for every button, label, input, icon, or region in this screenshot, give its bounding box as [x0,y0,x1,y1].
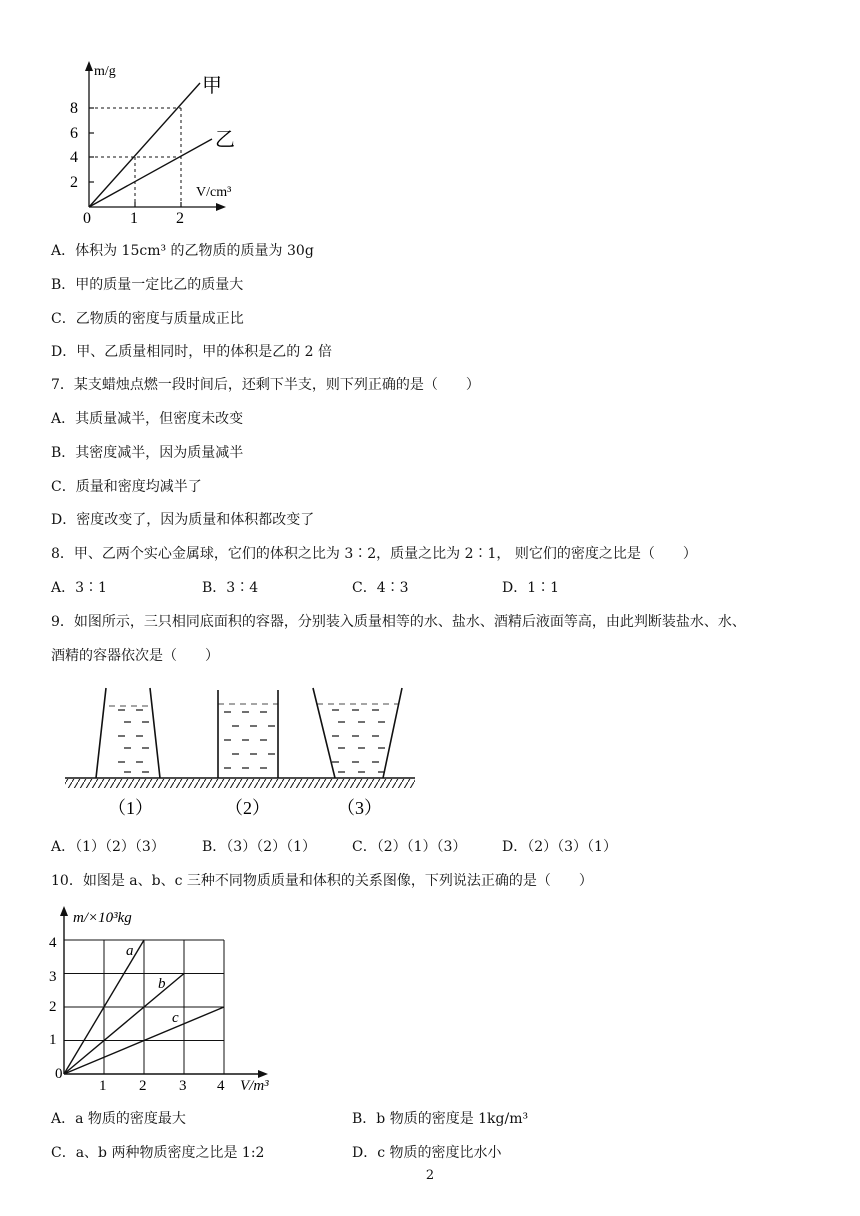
q8-option-d[interactable]: D．1∶1 [502,580,560,596]
series-label-a: a [126,943,134,959]
page-number: 2 [425,1168,435,1183]
q9-option-a[interactable]: A．（1）（2）（3） [51,839,165,855]
x-tick-label: 0 [55,1066,63,1082]
container-3 [313,688,402,778]
series-line-b [64,974,184,1075]
q8-option-c[interactable]: C．4∶3 [352,580,409,596]
container-label-1: （1） [108,798,153,818]
x-tick-label: 1 [130,210,138,225]
x-axis-arrow-icon [216,203,226,211]
q7-option-c[interactable]: C．质量和密度均减半了 [51,479,202,495]
y-tick-label: 8 [70,100,78,117]
abc-graph [40,900,290,1090]
y-tick-label: 4 [49,935,57,951]
x-tick-label: 0 [83,210,91,225]
y-tick-label: 2 [49,999,57,1015]
y-tick-label: 6 [70,125,78,142]
x-tick-label: 4 [217,1078,225,1090]
q10-option-d[interactable]: D．c 物质的密度比水小 [352,1145,502,1161]
q9-stem-line2: 酒精的容器依次是（ ） [51,648,219,664]
y-axis-label: m/×10³kg [73,910,132,926]
q6-option-b[interactable]: B．甲的质量一定比乙的质量大 [51,277,244,293]
containers-figure [60,682,420,822]
y-axis-label: m/g [94,64,116,79]
q8-stem: 8．甲、乙两个实心金属球，它们的体积之比为 3∶2，质量之比为 2∶1， 则它们的密度之比是（ ） [51,546,697,562]
container-1 [96,686,160,778]
q8-option-b[interactable]: B．3∶4 [202,580,259,596]
q9-stem-line1: 9．如图所示，三只相同底面积的容器，分别装入质量相等的水、盐水、酒精后液面等高，由此判断装盐水、水、 [51,614,746,630]
x-tick-label: 3 [179,1078,187,1090]
q6-option-a[interactable]: A．体积为 15cm³ 的乙物质的质量为 30g [51,243,314,259]
x-tick-label: 1 [99,1078,107,1090]
x-tick-label: 2 [176,210,184,225]
q6-option-c[interactable]: C．乙物质的密度与质量成正比 [51,311,244,327]
series-label-b: b [158,976,166,992]
series-label-c: c [172,1010,179,1026]
q10-option-c[interactable]: C．a、b 两种物质密度之比是 1:2 [51,1145,265,1161]
q7-option-b[interactable]: B．其密度减半，因为质量减半 [51,445,244,461]
container-2 [218,690,278,778]
y-tick-label: 2 [70,174,78,191]
q7-option-d[interactable]: D．密度改变了，因为质量和体积都改变了 [51,512,315,528]
q9-option-d[interactable]: D．（2）（3）（1） [502,839,617,855]
q7-stem: 7．某支蜡烛点燃一段时间后，还剩下半支，则下列正确的是（ ） [51,377,480,393]
container-label-3: （3） [337,798,382,818]
figure-jia-yi-graph [60,55,260,225]
q10-stem: 10．如图是 a、b、c 三种不同物质质量和体积的关系图像，下列说法正确的是（ ） [51,873,593,889]
ground-hatch [65,779,415,788]
y-tick-label: 1 [49,1032,57,1048]
y-axis-arrow-icon [85,61,93,71]
q8-option-a[interactable]: A．3∶1 [51,580,107,596]
x-axis-arrow-icon [258,1070,268,1078]
q9-option-c[interactable]: C．（2）（1）（3） [352,839,467,855]
line-jia [89,83,200,207]
y-tick-label: 4 [70,149,78,166]
q6-option-d[interactable]: D．甲、乙质量相同时，甲的体积是乙的 2 倍 [51,344,333,360]
q7-option-a[interactable]: A．其质量减半，但密度未改变 [51,411,244,427]
x-axis-label: V/m³ [240,1078,269,1090]
line-yi [89,139,212,207]
container-label-2: （2） [225,798,270,818]
label-yi: 乙 [215,129,235,151]
q10-option-b[interactable]: B．b 物质的密度是 1kg/m³ [352,1111,529,1127]
y-axis-arrow-icon [60,906,68,916]
x-axis-label: V/cm³ [196,185,232,200]
q9-option-b[interactable]: B．（3）（2）（1） [202,839,317,855]
x-tick-label: 2 [139,1078,147,1090]
label-jia: 甲 [202,75,222,97]
q10-option-a[interactable]: A．a 物质的密度最大 [51,1111,186,1127]
y-tick-label: 3 [49,969,57,985]
